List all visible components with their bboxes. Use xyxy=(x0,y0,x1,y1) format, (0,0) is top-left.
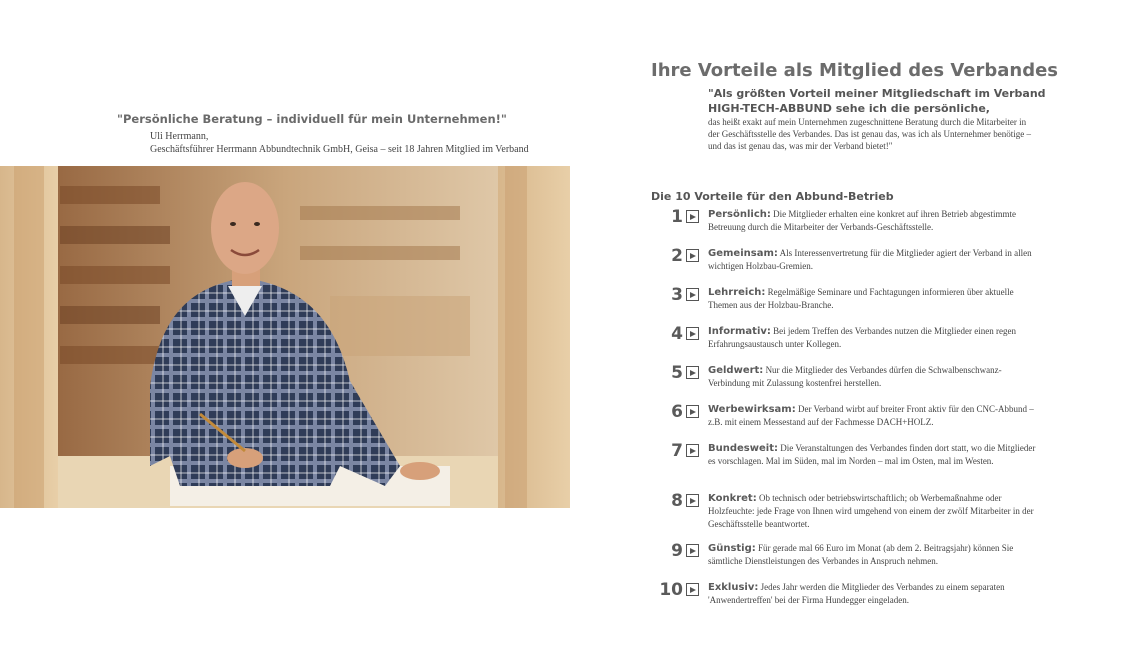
play-icon xyxy=(686,405,699,418)
benefit-label: Informativ: xyxy=(708,326,771,337)
member-quote-line2: HIGH-TECH-ABBUND sehe ich die persönliche, xyxy=(708,102,990,115)
benefit-label: Persönlich: xyxy=(708,209,771,220)
benefit-label: Werbewirksam: xyxy=(708,404,796,415)
member-photo xyxy=(0,166,570,508)
benefit-label: Exklusiv: xyxy=(708,582,759,593)
benefit-label: Geldwert: xyxy=(708,365,764,376)
benefit-text: Ob technisch oder betriebswirtschaftlich; ob Werbemaßnahme oder Holzfeuchte: jede Frage von Ihnen wird umgehend von einem der zwölf Mitarbeiter in der Geschäftsstelle beantwortet. xyxy=(708,493,1034,529)
benefit-item xyxy=(655,403,1035,439)
benefit-item xyxy=(655,581,1035,617)
benefit-item xyxy=(655,364,1035,400)
benefit-number: 9 xyxy=(671,541,683,561)
benefit-item xyxy=(655,247,1035,283)
benefit-item xyxy=(655,442,1035,478)
play-icon xyxy=(686,327,699,340)
benefit-label: Gemeinsam: xyxy=(708,248,778,259)
play-icon xyxy=(686,249,699,262)
play-icon xyxy=(686,210,699,223)
play-icon xyxy=(686,444,699,457)
benefit-number: 3 xyxy=(671,285,683,305)
benefit-text: Die Veranstaltungen des Verbandes finden dort statt, wo die Mitglieder es vorschlagen. Mal im Süden, mal im Norden – mal im Osten, mal im Westen. xyxy=(708,443,1036,466)
benefit-text: Als Interessenvertretung für die Mitglieder agiert der Verband in allen wichtigen Holzbau-Gremien. xyxy=(708,248,1032,271)
benefit-number: 10 xyxy=(659,580,683,600)
member-quote-line1: "Als größten Vorteil meiner Mitgliedschaft im Verband xyxy=(708,87,1046,100)
benefit-item xyxy=(655,325,1035,361)
play-icon xyxy=(686,544,699,557)
benefit-number: 2 xyxy=(671,246,683,266)
benefit-text: Bei jedem Treffen des Verbandes nutzen die Mitglieder einen regen Erfahrungsaustausch unter Kollegen. xyxy=(708,326,1016,349)
benefit-item xyxy=(655,208,1035,244)
benefit-label: Bundesweit: xyxy=(708,443,778,454)
benefit-number: 8 xyxy=(671,491,683,511)
benefit-label: Konkret: xyxy=(708,493,757,504)
benefit-item xyxy=(655,542,1035,578)
benefit-text: Regelmäßige Seminare und Fachtagungen informieren über aktuelle Themen aus der Holzbau-Branche. xyxy=(708,287,1014,310)
benefit-number: 4 xyxy=(671,324,683,344)
benefits-heading: Die 10 Vorteile für den Abbund-Betrieb xyxy=(651,190,894,203)
benefit-number: 1 xyxy=(671,207,683,227)
testimonial-name: Uli Herrmann, xyxy=(150,131,209,142)
benefit-text: Der Verband wirbt auf breiter Front aktiv für den CNC-Abbund – z.B. mit einem Messestand auf der Fachmesse DACH+HOLZ. xyxy=(708,404,1034,427)
benefit-text: Für gerade mal 66 Euro im Monat (ab dem 2. Beitragsjahr) können Sie sämtliche Dienstleistungen des Verbandes in Anspruch nehmen. xyxy=(708,543,1014,566)
play-icon xyxy=(686,494,699,507)
testimonial-quote: "Persönliche Beratung – individuell für mein Unternehmen!" xyxy=(117,112,507,126)
play-icon xyxy=(686,288,699,301)
benefit-text: Jedes Jahr werden die Mitglieder des Verbandes zu einem separaten 'Anwendertreffen' bei der Firma Hundegger eingeladen. xyxy=(708,582,1005,605)
play-icon xyxy=(686,366,699,379)
benefit-label: Günstig: xyxy=(708,543,756,554)
benefit-number: 5 xyxy=(671,363,683,383)
page-title: Ihre Vorteile als Mitglied des Verbandes xyxy=(651,60,1059,81)
benefit-text: Nur die Mitglieder des Verbandes dürfen die Schwalbenschwanz-Verbindung mit Zulassung kostenfrei herstellen. xyxy=(708,365,1002,388)
benefit-number: 7 xyxy=(671,441,683,461)
benefit-item xyxy=(655,286,1035,322)
play-icon xyxy=(686,583,699,596)
benefit-label: Lehrreich: xyxy=(708,287,766,298)
benefit-number: 6 xyxy=(671,402,683,422)
benefit-item xyxy=(655,492,1035,528)
member-quote-body: das heißt exakt auf mein Unternehmen zugeschnittene Beratung durch die Mitarbeiter in der Geschäftsstelle des Verbandes. Das ist genau das, was ich als Unternehmer benötige – und das ist genau das, was mir der Verband bietet!" xyxy=(708,117,1031,152)
benefit-text: Die Mitglieder erhalten eine konkret auf ihren Betrieb abgestimmte Betreuung durch die Mitarbeiter der Verbands-Geschäftsstelle. xyxy=(708,209,1017,232)
testimonial-role: Geschäftsführer Herrmann Abbundtechnik GmbH, Geisa – seit 18 Jahren Mitglied im Verband xyxy=(150,144,529,155)
